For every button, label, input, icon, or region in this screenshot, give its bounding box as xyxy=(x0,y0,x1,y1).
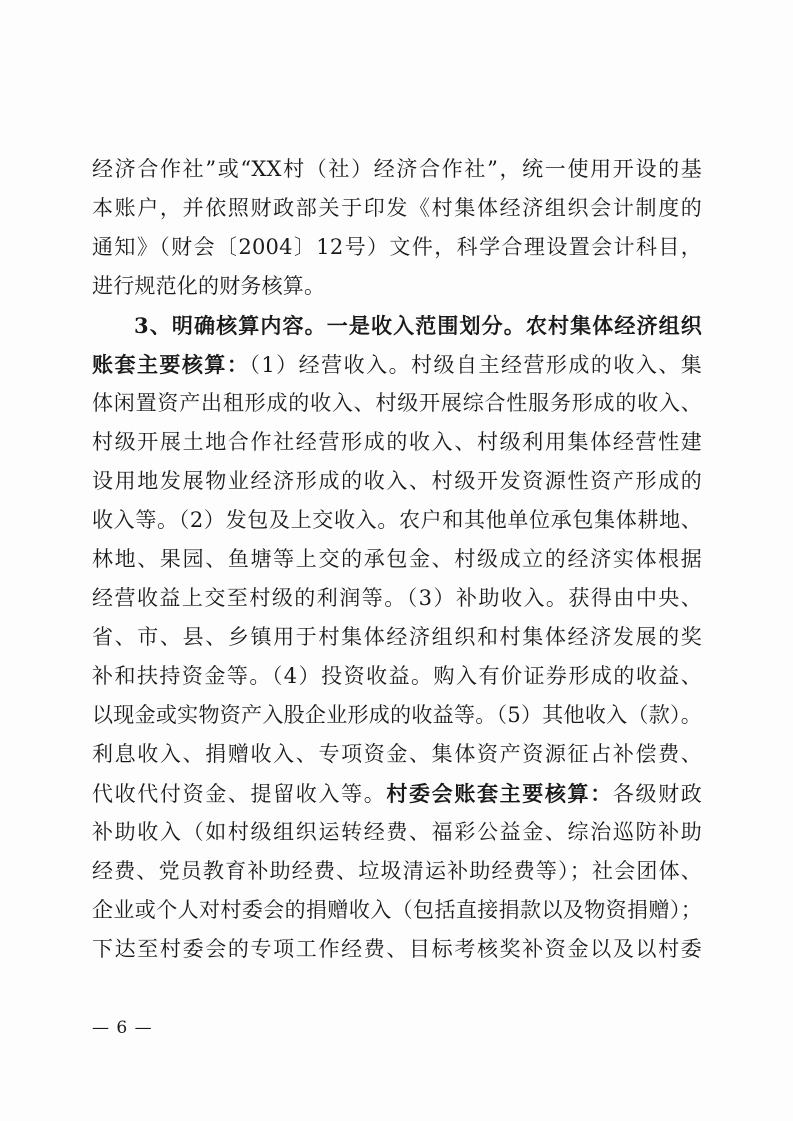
text-line xyxy=(92,150,702,189)
text-line xyxy=(92,228,702,267)
text-run: 体闲置资产出租形成的收入、村级开展综合性服务形成的收入、 xyxy=(92,391,702,415)
text-run: 经济合作社”或“XX村（社）经济合作社”，统一使用开设的基 xyxy=(92,157,702,181)
page-number: — 6 — xyxy=(92,1018,153,1038)
text-line xyxy=(92,345,702,384)
subheading: 村委会账套主要核算： xyxy=(386,781,613,806)
text-line xyxy=(92,267,702,306)
text-run: 补助收入（如村级组织运转经费、福彩公益金、综治巡防补助 xyxy=(92,820,702,844)
text-run: 经费、党员教育补助经费、垃圾清运补助经费等）；社会团体、 xyxy=(92,859,702,883)
text-run: 林地、果园、鱼塘等上交的承包金、村级成立的经济实体根据 xyxy=(92,547,702,571)
text-line xyxy=(92,696,702,735)
text-line xyxy=(92,423,702,462)
text-line xyxy=(92,540,702,579)
section-heading: 3、明确核算内容。一是收入范围划分。农村集体经济组织 xyxy=(134,313,702,338)
text-run: 经营收益上交至村级的利润等。（3）补助收入。获得由中央、 xyxy=(92,586,702,610)
text-run: （1）经营收入。村级自主经营形成的收入、集 xyxy=(249,353,702,377)
text-line xyxy=(92,891,702,930)
text-run: 利息收入、捐赠收入、专项资金、集体资产资源征占补偿费、 xyxy=(92,742,702,766)
text-line xyxy=(92,384,702,423)
text-line xyxy=(92,852,702,891)
text-run: 以现金或实物资产入股企业形成的收益等。（5）其他收入（款）。 xyxy=(92,703,702,727)
text-line xyxy=(92,813,702,852)
text-run: 通知》（财会〔2004〕12号）文件，科学合理设置会计科目， xyxy=(92,235,702,259)
text-line xyxy=(92,735,702,774)
text-line xyxy=(92,930,702,969)
text-line xyxy=(92,579,702,618)
text-line xyxy=(92,657,702,696)
text-line xyxy=(92,618,702,657)
document-body xyxy=(92,150,702,969)
text-run: 代收代付资金、提留收入等。 xyxy=(92,782,387,806)
text-line xyxy=(92,462,702,501)
text-run: 各级财政 xyxy=(612,782,702,806)
text-run: 进行规范化的财务核算。 xyxy=(92,274,326,298)
subheading: 账套主要核算： xyxy=(92,352,250,377)
text-run: 村级开展土地合作社经营形成的收入、村级利用集体经营性建 xyxy=(92,430,702,454)
section-heading-line xyxy=(92,306,702,345)
text-line xyxy=(92,501,702,540)
text-run: 收入等。（2）发包及上交收入。农户和其他单位承包集体耕地、 xyxy=(92,508,702,532)
text-line xyxy=(92,189,702,228)
text-line xyxy=(92,774,702,813)
text-run: 下达至村委会的专项工作经费、目标考核奖补资金以及以村委 xyxy=(92,937,702,961)
text-run: 企业或个人对村委会的捐赠收入（包括直接捐款以及物资捐赠）； xyxy=(92,898,702,922)
text-run: 设用地发展物业经济形成的收入、村级开发资源性资产形成的 xyxy=(92,469,702,493)
text-run: 本账户，并依照财政部关于印发《村集体经济组织会计制度的 xyxy=(92,196,702,220)
text-run: 补和扶持资金等。（4）投资收益。购入有价证券形成的收益、 xyxy=(92,664,702,688)
text-run: 省、市、县、乡镇用于村集体经济组织和村集体经济发展的奖 xyxy=(92,625,702,649)
